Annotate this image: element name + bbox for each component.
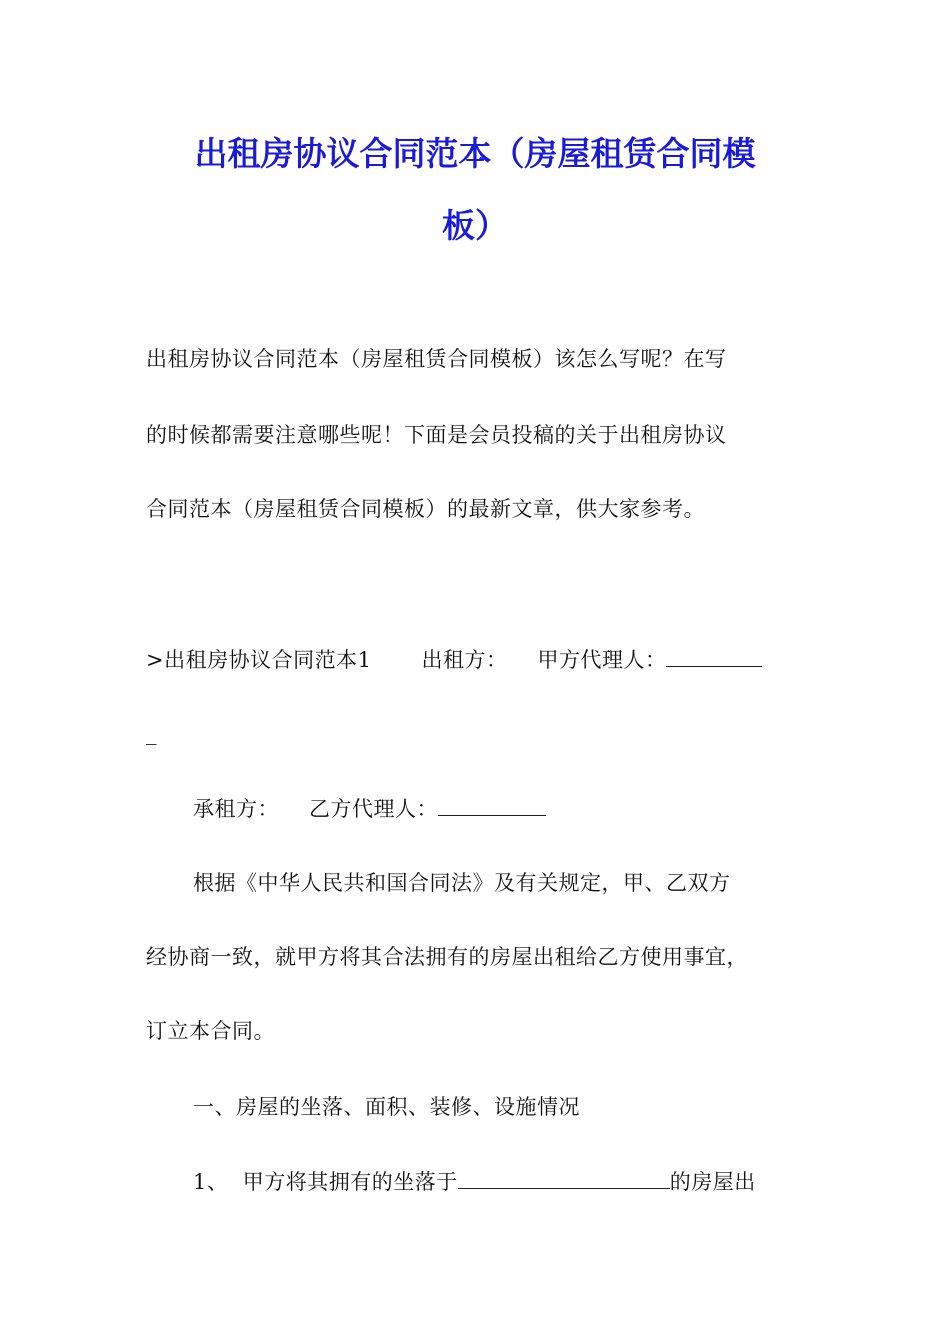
- lessor-label: 出租方：: [421, 648, 508, 672]
- section-1-parties-line: [146, 644, 762, 675]
- intro-line-3: 合同范本（房屋租赁合同模板）的最新文章，供大家参考。: [146, 497, 705, 521]
- para-1-line-1: 根据《中华人民共和国合同法》及有关规定，甲、乙双方: [193, 871, 731, 895]
- intro-line-2: 的时候都需要注意哪些呢！下面是会员投稿的关于出租房协议: [146, 423, 727, 447]
- clause-1-heading: 一、房屋的坐落、面积、装修、设施情况: [193, 1095, 580, 1119]
- overflow-underscore: _: [146, 721, 157, 745]
- lessee-label: 承租方：: [193, 797, 279, 821]
- lessor-agent-label: 甲方代理人：: [537, 648, 667, 672]
- property-location-blank: [458, 1166, 670, 1189]
- lessor-agent-blank: [666, 644, 762, 667]
- lessee-agent-blank: [438, 793, 546, 816]
- lessee-line: [193, 793, 546, 824]
- para-1-line-3: 订立本合同。: [146, 1019, 275, 1043]
- document-title-line-1: 出租房协议合同范本（房屋租赁合同模: [194, 134, 756, 173]
- item-1-prefix: 1、 甲方将其拥有的坐落于: [193, 1170, 458, 1194]
- item-1-line: [193, 1166, 756, 1197]
- para-1-line-2: 经协商一致，就甲方将其合法拥有的房屋出租给乙方使用事宜，: [146, 945, 748, 969]
- section-1-heading: >出租房协议合同范本1: [146, 648, 372, 672]
- intro-line-1: 出租房协议合同范本（房屋租赁合同模板）该怎么写呢？在写: [146, 347, 727, 371]
- item-1-suffix: 的房屋出: [669, 1170, 756, 1194]
- document-title-line-2: 板）: [442, 206, 508, 245]
- lessee-agent-label: 乙方代理人：: [309, 797, 438, 821]
